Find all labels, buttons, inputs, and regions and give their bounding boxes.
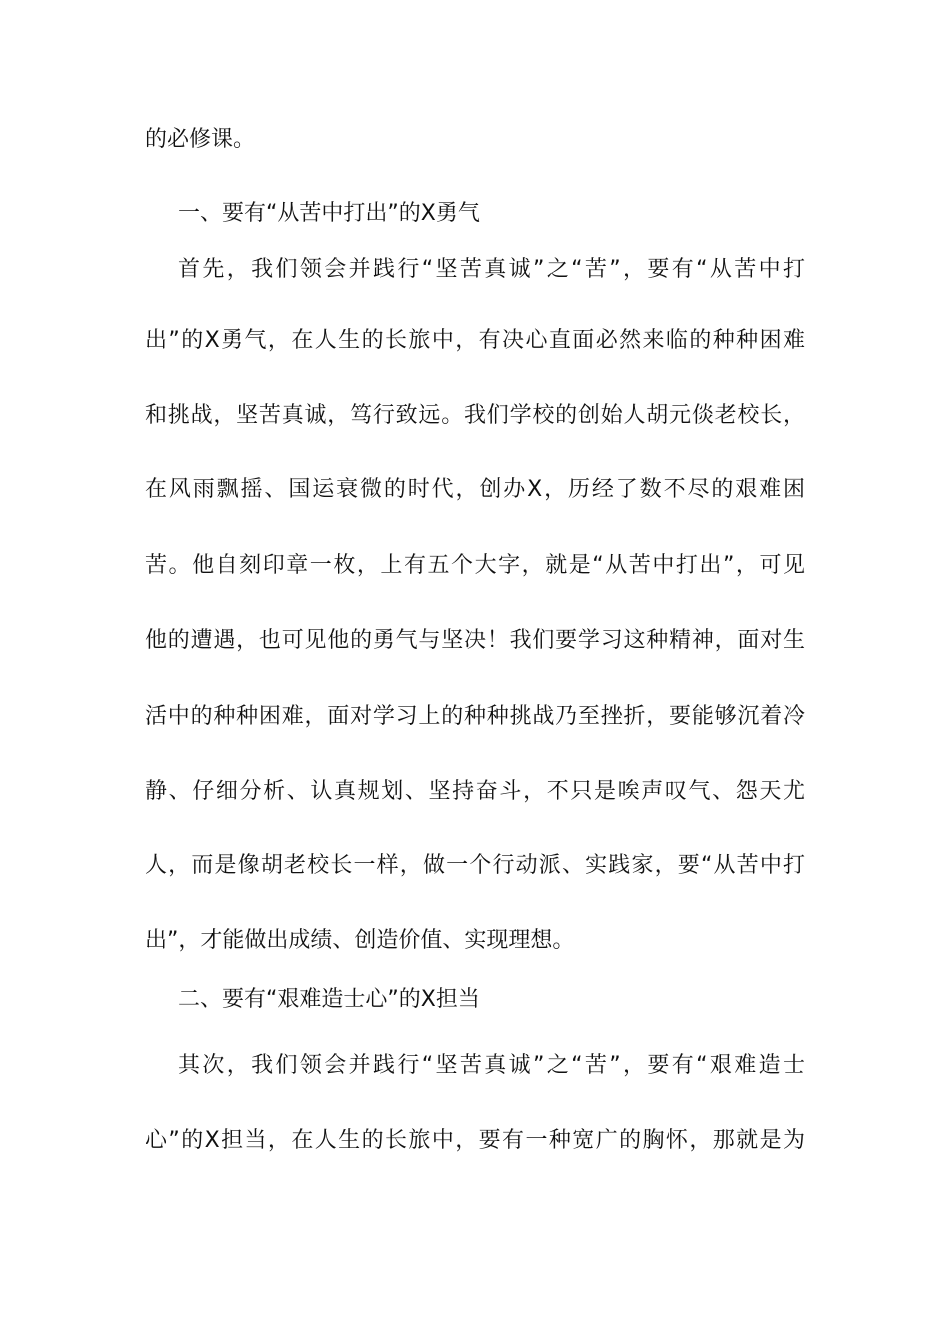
paragraph-line: 其次，我们领会并践行“坚苦真诚”之“苦”，要有“艰难造士 xyxy=(178,1053,805,1078)
paragraph-line: 活中的种种困难，面对学习上的种种挑战乃至挫折，要能够沉着冷 xyxy=(145,704,805,729)
section-heading-2: 二、要有“艰难造士心”的X担当 xyxy=(178,987,480,1012)
paragraph-line: 出”的X勇气，在人生的长旅中，有决心直面必然来临的种种困难 xyxy=(145,328,805,353)
paragraph-line: 首先，我们领会并践行“坚苦真诚”之“苦”，要有“从苦中打 xyxy=(178,257,805,282)
paragraph-line: 苦。他自刻印章一枚，上有五个大字，就是“从苦中打出”，可见 xyxy=(145,553,805,578)
paragraph-line: 的必修课。 xyxy=(145,127,256,152)
paragraph-line: 出”，才能做出成绩、创造价值、实现理想。 xyxy=(145,928,575,953)
paragraph-line: 静、仔细分析、认真规划、坚持奋斗，不只是唉声叹气、怨天尤 xyxy=(145,779,805,804)
paragraph-line: 心”的X担当，在人生的长旅中，要有一种宽广的胸怀，那就是为 xyxy=(145,1128,805,1153)
paragraph-line: 人，而是像胡老校长一样，做一个行动派、实践家，要“从苦中打 xyxy=(145,853,805,878)
paragraph-line: 在风雨飘摇、国运衰微的时代，创办X，历经了数不尽的艰难困 xyxy=(145,477,805,502)
paragraph-line: 和挑战，坚苦真诚，笃行致远。我们学校的创始人胡元倓老校长， xyxy=(145,403,805,428)
section-heading-1: 一、要有“从苦中打出”的X勇气 xyxy=(178,201,480,226)
paragraph-line: 他的遭遇，也可见他的勇气与坚决！我们要学习这种精神，面对生 xyxy=(145,628,805,653)
